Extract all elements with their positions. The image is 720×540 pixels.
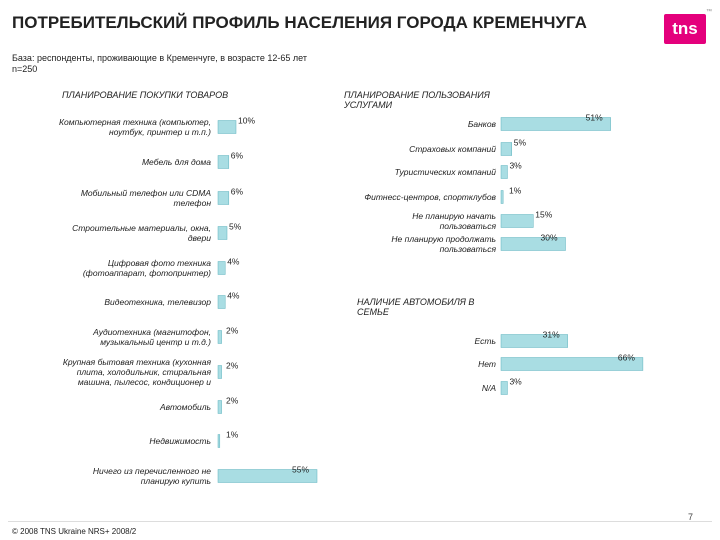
copyright: © 2008 TNS Ukraine NRS+ 2008/2 [12,527,137,536]
category-label-1-4: Не планирую начать пользоваться [412,211,496,231]
value-label-1-4: 15% [535,209,553,220]
bar-1-1 [501,143,512,156]
page-title: ПОТРЕБИТЕЛЬСКИЙ ПРОФИЛЬ НАСЕЛЕНИЯ ГОРОДА КРЕМЕНЧУГА [12,13,587,32]
value-label-0-6: 2% [226,325,239,336]
value-label-1-3: 1% [509,185,522,196]
category-label-1-2: Туристических компаний [394,167,496,177]
category-label-2-1: Нет [478,359,496,369]
bar-0-8 [218,401,222,414]
category-label-1-5: Не планирую продолжать пользоваться [391,234,496,254]
category-label-1-3: Фитнесс-центров, спортклубов [364,192,496,202]
category-label-0-8: Автомобиль [159,402,211,412]
category-label-0-10: Ничего из перечисленного не планирую купить [92,466,211,486]
value-label-0-9: 1% [226,429,239,440]
value-label-0-0: 10% [238,115,256,126]
value-label-0-3: 5% [229,221,242,232]
value-label-0-4: 4% [227,256,240,267]
value-label-1-5: 30% [540,232,558,243]
value-label-0-1: 6% [230,150,244,161]
bar-0-3 [218,227,227,240]
category-label-1-1: Страховых компаний [409,144,496,154]
chart-title-purchases: ПЛАНИРОВАНИЕ ПОКУПКИ ТОВАРОВ [62,90,229,100]
category-label-0-0: Компьютерная техника (компьютер, ноутбук, принтер и т.п.) [59,117,211,137]
bar-1-2 [501,166,507,179]
category-label-2-0: Есть [474,336,496,346]
bar-0-2 [218,192,229,205]
value-label-1-2: 3% [509,160,522,171]
bar-1-3 [501,191,503,204]
tns-logo: tns [664,14,706,44]
trademark-mark: ™ [706,9,712,15]
category-label-0-4: Цифровая фото техника (фотоаппарат, фотопринтер) [82,258,211,278]
value-label-2-0: 31% [542,329,560,340]
category-label-1-0: Банков [467,119,496,129]
value-label-2-1: 66% [617,352,635,363]
chart-title-services: ПЛАНИРОВАНИЕ ПОЛЬЗОВАНИЯ УСЛУГАМИ [344,90,490,110]
page-number: 7 [688,512,694,522]
chart-purchases [59,116,317,487]
category-label-0-3: Строительные материалы, окна, двери [72,223,211,243]
category-label-0-2: Мобильный телефон или CDMA телефон [80,188,211,208]
value-label-0-5: 4% [227,290,240,301]
chart-car [475,330,643,395]
category-label-0-7: Крупная бытовая техника (кухонная плита, холодильник, стиральная машина, пылесос, кондиционер и [62,357,211,387]
category-label-0-5: Видеотехника, телевизор [104,297,211,307]
value-label-1-0: 51% [585,112,603,123]
bar-0-6 [218,331,222,344]
value-label-0-10: 55% [291,464,309,475]
category-label-0-6: Аудиотехника (магнитофон, музыкальный центр и т.д.) [93,327,211,347]
category-label-2-2: N/A [481,383,496,393]
value-label-0-7: 2% [226,360,239,371]
value-label-0-8: 2% [226,395,239,406]
value-label-1-1: 5% [513,137,527,148]
bar-0-1 [218,156,229,169]
bar-0-9 [218,435,220,448]
bar-0-0 [218,121,236,134]
bar-1-4 [501,215,533,228]
base-description: База: респонденты, проживающие в Кременчуге, в возрасте 12-65 лет [12,53,307,63]
sample-size: n=250 [12,64,38,74]
bar-2-2 [501,382,507,395]
chart-title-car: НАЛИЧИЕ АВТОМОБИЛЯ В СЕМЬЕ [357,297,475,317]
category-label-0-9: Недвижимость [149,436,211,446]
bar-0-7 [218,366,222,379]
category-label-0-1: Мебель для дома [141,157,211,167]
value-label-0-2: 6% [230,186,244,197]
chart-services [364,113,610,255]
bar-0-5 [218,296,225,309]
value-label-2-2: 3% [509,376,522,387]
footer-divider [8,521,712,522]
bar-0-4 [218,262,225,275]
